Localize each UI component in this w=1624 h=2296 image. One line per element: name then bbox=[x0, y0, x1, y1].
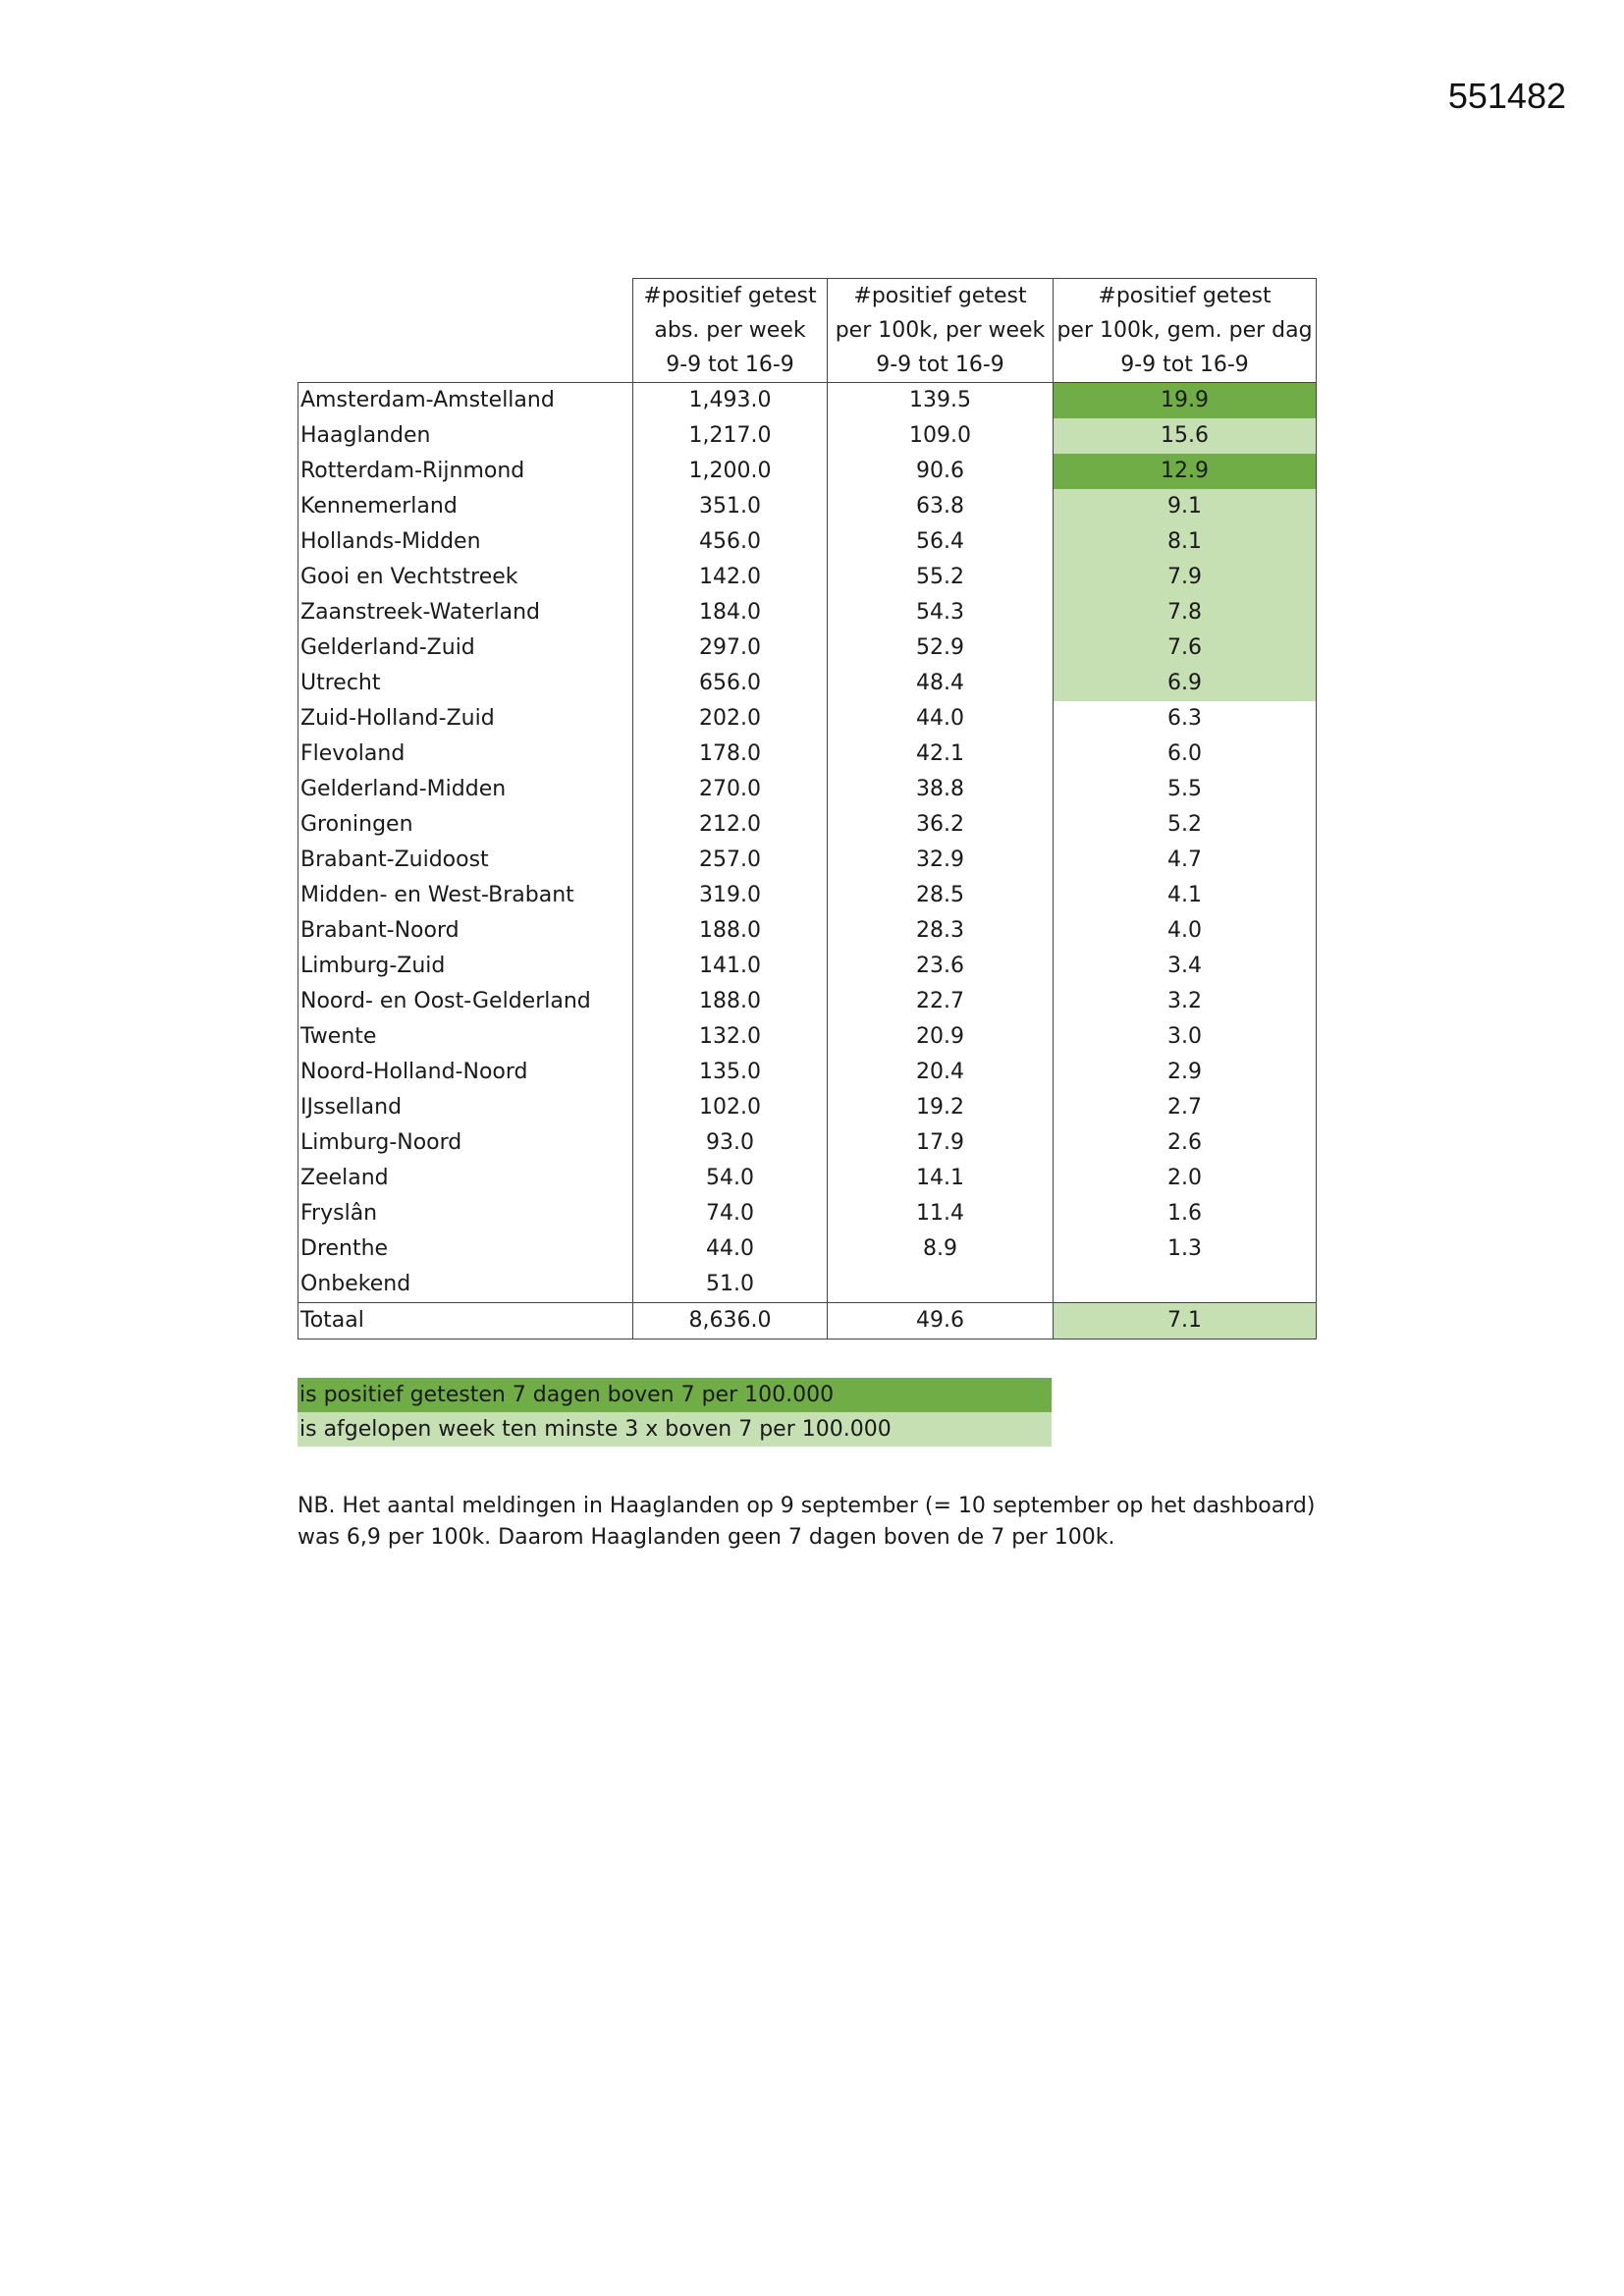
document-id: 551482 bbox=[1447, 76, 1566, 116]
abs-per-week: 351.0 bbox=[633, 489, 828, 524]
region-name: Zeeland bbox=[298, 1161, 633, 1196]
abs-per-week: 184.0 bbox=[633, 595, 828, 630]
per100k-per-week: 14.1 bbox=[828, 1161, 1054, 1196]
abs-per-week: 135.0 bbox=[633, 1055, 828, 1090]
table-row bbox=[298, 630, 1317, 666]
region-name: Brabant-Zuidoost bbox=[298, 843, 633, 878]
footnote-line-1: NB. Het aantal meldingen in Haaglanden op 9 september (= 10 september op het dashboard) bbox=[298, 1494, 1316, 1518]
per100k-per-week: 20.9 bbox=[828, 1019, 1054, 1055]
region-name: Rotterdam-Rijnmond bbox=[298, 454, 633, 489]
per100k-per-day: 3.2 bbox=[1054, 984, 1317, 1019]
per100k-per-day: 8.1 bbox=[1054, 524, 1317, 560]
region-name: Midden- en West-Brabant bbox=[298, 878, 633, 913]
header-day-line2: per 100k, gem. per dag bbox=[1054, 313, 1317, 348]
per100k-per-day: 4.7 bbox=[1054, 843, 1317, 878]
per100k-per-week: 48.4 bbox=[828, 666, 1054, 701]
table-row bbox=[298, 843, 1317, 878]
abs-per-week: 212.0 bbox=[633, 807, 828, 843]
per100k-per-week: 42.1 bbox=[828, 737, 1054, 772]
abs-per-week: 188.0 bbox=[633, 913, 828, 949]
per100k-per-week: 8.9 bbox=[828, 1231, 1054, 1267]
abs-per-week: 93.0 bbox=[633, 1125, 828, 1161]
abs-per-week: 202.0 bbox=[633, 701, 828, 737]
table-row bbox=[298, 383, 1317, 419]
table-header bbox=[298, 279, 1317, 383]
table-row bbox=[298, 878, 1317, 913]
header-row-2 bbox=[298, 313, 1317, 348]
table-row bbox=[298, 949, 1317, 984]
per100k-per-day: 4.1 bbox=[1054, 878, 1317, 913]
abs-per-week: 257.0 bbox=[633, 843, 828, 878]
header-row-1 bbox=[298, 279, 1317, 314]
per100k-per-day: 9.1 bbox=[1054, 489, 1317, 524]
abs-per-week: 270.0 bbox=[633, 772, 828, 807]
table-row bbox=[298, 489, 1317, 524]
abs-per-week: 178.0 bbox=[633, 737, 828, 772]
header-abs-line2: abs. per week bbox=[633, 313, 828, 348]
region-name: Fryslân bbox=[298, 1196, 633, 1231]
abs-per-week: 74.0 bbox=[633, 1196, 828, 1231]
region-name: Zuid-Holland-Zuid bbox=[298, 701, 633, 737]
table-row bbox=[298, 701, 1317, 737]
table-row bbox=[298, 1196, 1317, 1231]
per100k-per-week: 22.7 bbox=[828, 984, 1054, 1019]
abs-per-week: 656.0 bbox=[633, 666, 828, 701]
region-name: Zaanstreek-Waterland bbox=[298, 595, 633, 630]
per100k-per-week: 90.6 bbox=[828, 454, 1054, 489]
abs-per-week: 297.0 bbox=[633, 630, 828, 666]
region-name: Gelderland-Midden bbox=[298, 772, 633, 807]
per100k-per-week: 32.9 bbox=[828, 843, 1054, 878]
header-week-line2: per 100k, per week bbox=[828, 313, 1054, 348]
header-week-line1: #positief getest bbox=[828, 279, 1054, 314]
table-row bbox=[298, 418, 1317, 454]
region-name: Haaglanden bbox=[298, 418, 633, 454]
header-region bbox=[298, 279, 633, 314]
per100k-per-day: 3.0 bbox=[1054, 1019, 1317, 1055]
region-name: Groningen bbox=[298, 807, 633, 843]
abs-per-week: 319.0 bbox=[633, 878, 828, 913]
region-name: Brabant-Noord bbox=[298, 913, 633, 949]
per100k-per-day: 7.9 bbox=[1054, 560, 1317, 595]
table-row bbox=[298, 984, 1317, 1019]
table-row bbox=[298, 1161, 1317, 1196]
region-name: Hollands-Midden bbox=[298, 524, 633, 560]
header-week-line3: 9-9 tot 16-9 bbox=[828, 348, 1054, 383]
footnote bbox=[298, 1491, 1378, 1554]
per100k-per-week: 56.4 bbox=[828, 524, 1054, 560]
per100k-per-week: 38.8 bbox=[828, 772, 1054, 807]
abs-per-week: 51.0 bbox=[633, 1267, 828, 1303]
legend-light-green: is afgelopen week ten minste 3 x boven 7 per 100.000 bbox=[298, 1412, 1052, 1447]
per100k-per-week: 54.3 bbox=[828, 595, 1054, 630]
abs-per-week: 456.0 bbox=[633, 524, 828, 560]
region-name: Noord-Holland-Noord bbox=[298, 1055, 633, 1090]
table-row bbox=[298, 1267, 1317, 1303]
region-name: Amsterdam-Amstelland bbox=[298, 383, 633, 419]
per100k-per-day: 3.4 bbox=[1054, 949, 1317, 984]
table-row bbox=[298, 913, 1317, 949]
table-footer bbox=[298, 1303, 1317, 1339]
per100k-per-week: 55.2 bbox=[828, 560, 1054, 595]
table-row bbox=[298, 1231, 1317, 1267]
total-label: Totaal bbox=[298, 1303, 633, 1339]
table-row bbox=[298, 772, 1317, 807]
per100k-per-day: 2.0 bbox=[1054, 1161, 1317, 1196]
per100k-per-week: 19.2 bbox=[828, 1090, 1054, 1125]
per100k-per-day: 4.0 bbox=[1054, 913, 1317, 949]
footnote-line-2: was 6,9 per 100k. Daarom Haaglanden geen 7 dagen boven de 7 per 100k. bbox=[298, 1525, 1115, 1550]
total-abs: 8,636.0 bbox=[633, 1303, 828, 1339]
region-name: Gooi en Vechtstreek bbox=[298, 560, 633, 595]
per100k-per-day: 2.9 bbox=[1054, 1055, 1317, 1090]
total-per100k-week: 49.6 bbox=[828, 1303, 1054, 1339]
table-row bbox=[298, 737, 1317, 772]
abs-per-week: 44.0 bbox=[633, 1231, 828, 1267]
per100k-per-week: 52.9 bbox=[828, 630, 1054, 666]
per100k-per-day: 5.5 bbox=[1054, 772, 1317, 807]
table-row bbox=[298, 524, 1317, 560]
color-legend bbox=[298, 1378, 1052, 1447]
per100k-per-day: 7.6 bbox=[1054, 630, 1317, 666]
region-name: IJsselland bbox=[298, 1090, 633, 1125]
per100k-per-day: 2.7 bbox=[1054, 1090, 1317, 1125]
region-name: Noord- en Oost-Gelderland bbox=[298, 984, 633, 1019]
abs-per-week: 188.0 bbox=[633, 984, 828, 1019]
header-abs-line1: #positief getest bbox=[633, 279, 828, 314]
per100k-per-week: 28.3 bbox=[828, 913, 1054, 949]
per100k-per-week: 36.2 bbox=[828, 807, 1054, 843]
table-body bbox=[298, 383, 1317, 1303]
table-row bbox=[298, 666, 1317, 701]
per100k-per-week: 28.5 bbox=[828, 878, 1054, 913]
per100k-per-day: 2.6 bbox=[1054, 1125, 1317, 1161]
per100k-per-week: 109.0 bbox=[828, 418, 1054, 454]
abs-per-week: 142.0 bbox=[633, 560, 828, 595]
table-row bbox=[298, 1125, 1317, 1161]
per100k-per-week: 23.6 bbox=[828, 949, 1054, 984]
per100k-per-day: 1.6 bbox=[1054, 1196, 1317, 1231]
table-row bbox=[298, 560, 1317, 595]
header-day-line3: 9-9 tot 16-9 bbox=[1054, 348, 1317, 383]
legend-dark-green: is positief getesten 7 dagen boven 7 per 100.000 bbox=[298, 1378, 1052, 1412]
header-abs-line3: 9-9 tot 16-9 bbox=[633, 348, 828, 383]
per100k-per-week: 11.4 bbox=[828, 1196, 1054, 1231]
per100k-per-week: 17.9 bbox=[828, 1125, 1054, 1161]
header-row-3 bbox=[298, 348, 1317, 383]
table-row bbox=[298, 1019, 1317, 1055]
abs-per-week: 102.0 bbox=[633, 1090, 828, 1125]
abs-per-week: 1,200.0 bbox=[633, 454, 828, 489]
table-row bbox=[298, 595, 1317, 630]
abs-per-week: 132.0 bbox=[633, 1019, 828, 1055]
abs-per-week: 1,217.0 bbox=[633, 418, 828, 454]
region-name: Limburg-Zuid bbox=[298, 949, 633, 984]
per100k-per-day: 6.9 bbox=[1054, 666, 1317, 701]
per100k-per-day bbox=[1054, 1267, 1317, 1303]
per100k-per-week: 139.5 bbox=[828, 383, 1054, 419]
table-row bbox=[298, 1055, 1317, 1090]
region-name: Flevoland bbox=[298, 737, 633, 772]
per100k-per-week: 63.8 bbox=[828, 489, 1054, 524]
per100k-per-day: 1.3 bbox=[1054, 1231, 1317, 1267]
region-name: Gelderland-Zuid bbox=[298, 630, 633, 666]
covid-regions-table bbox=[298, 278, 1317, 1339]
per100k-per-week bbox=[828, 1267, 1054, 1303]
per100k-per-day: 12.9 bbox=[1054, 454, 1317, 489]
total-row bbox=[298, 1303, 1317, 1339]
per100k-per-day: 15.6 bbox=[1054, 418, 1317, 454]
per100k-per-day: 7.8 bbox=[1054, 595, 1317, 630]
per100k-per-day: 19.9 bbox=[1054, 383, 1317, 419]
region-name: Utrecht bbox=[298, 666, 633, 701]
region-name: Drenthe bbox=[298, 1231, 633, 1267]
table-row bbox=[298, 807, 1317, 843]
region-name: Onbekend bbox=[298, 1267, 633, 1303]
header-day-line1: #positief getest bbox=[1054, 279, 1317, 314]
per100k-per-day: 6.0 bbox=[1054, 737, 1317, 772]
region-name: Limburg-Noord bbox=[298, 1125, 633, 1161]
per100k-per-day: 6.3 bbox=[1054, 701, 1317, 737]
region-name: Kennemerland bbox=[298, 489, 633, 524]
total-per100k-day: 7.1 bbox=[1054, 1303, 1317, 1339]
per100k-per-week: 20.4 bbox=[828, 1055, 1054, 1090]
per100k-per-week: 44.0 bbox=[828, 701, 1054, 737]
abs-per-week: 1,493.0 bbox=[633, 383, 828, 419]
abs-per-week: 141.0 bbox=[633, 949, 828, 984]
abs-per-week: 54.0 bbox=[633, 1161, 828, 1196]
table-row bbox=[298, 1090, 1317, 1125]
region-name: Twente bbox=[298, 1019, 633, 1055]
table-row bbox=[298, 454, 1317, 489]
per100k-per-day: 5.2 bbox=[1054, 807, 1317, 843]
